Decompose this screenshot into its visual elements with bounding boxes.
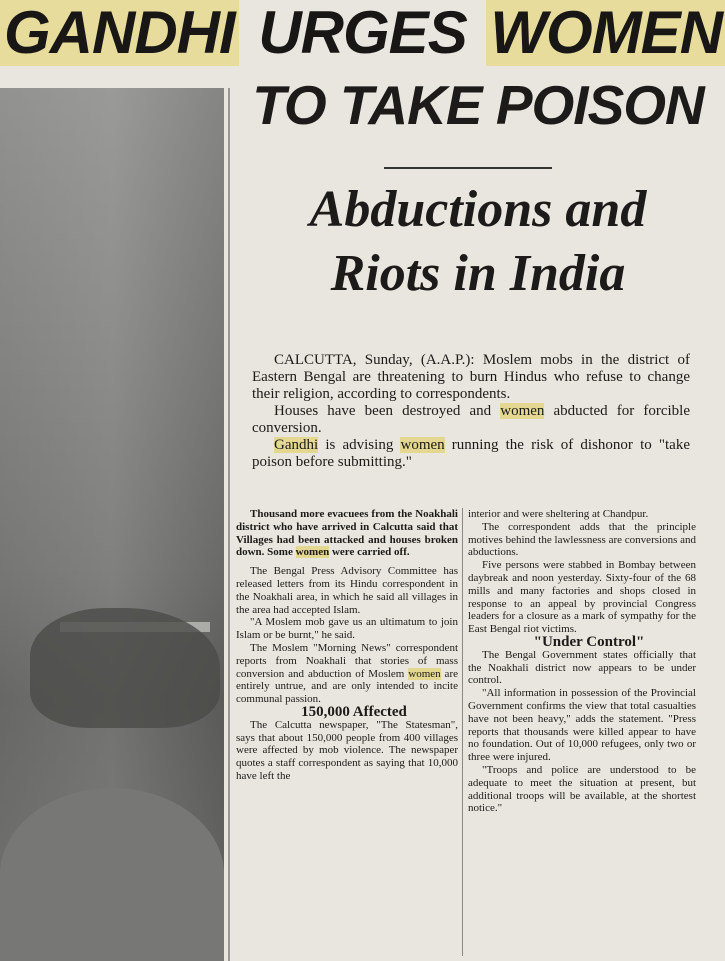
headline-line-2: TO TAKE POISON <box>252 74 704 136</box>
left-paragraph-3: "A Moslem mob gave us an ultimatum to join Islam or be burnt," he said. <box>236 616 458 642</box>
right-paragraph-5: "Troops and police are understood to be adequate to meet the situation at present, but additional troops will be available, at the shortest notice." <box>468 763 696 815</box>
headline-line-1 <box>0 0 725 78</box>
lead-p3-text-end: running the risk of dishonor to "take poison before submitting." <box>252 437 690 470</box>
left-p1-text-end: were carried off. <box>329 546 410 559</box>
right-subhead: "Under Control" <box>533 633 645 650</box>
right-paragraph-1: The correspondent adds that the principle motives behind the lawlessness are conversions and abductions. <box>468 520 696 559</box>
subheadline-line-2: Riots in India <box>330 245 626 302</box>
left-column <box>236 508 458 783</box>
lead-paragraph-3 <box>252 437 690 471</box>
subheadline <box>240 178 716 306</box>
lead-p2-text: Houses have been destroyed and <box>274 403 501 419</box>
right-paragraph-4: "All information in possession of the Provincial Government confirms the view that total casualties have not been heavy," adds the statement. "Press reports that thousands were killed appear to have no foundation. Out of 10,000 refugees, only two or three were injured. <box>468 687 696 764</box>
left-paragraph-1 <box>236 508 458 559</box>
headline-word-urges: URGES <box>258 0 467 66</box>
headline-divider <box>384 167 552 169</box>
column-separator <box>462 508 463 956</box>
photo-crowd <box>30 608 220 728</box>
left-subhead: 150,000 Affected <box>301 703 407 720</box>
column-rule <box>228 88 230 961</box>
lead-paragraphs <box>252 352 690 471</box>
headline-word-gandhi: GANDHI <box>0 0 239 66</box>
left-p4-highlight: women <box>408 667 441 680</box>
lead-paragraph-1: CALCUTTA, Sunday, (A.A.P.): Moslem mobs in the district of Eastern Bengal are threatening to burn Hindus who refuse to change their religion, according to correspondents. <box>252 352 690 402</box>
left-p4-text: The Moslem "Morning News" correspondent reports from Noakhali that stories of mass conversion and abduction of Moslem <box>236 641 458 680</box>
left-paragraph-5: The Calcutta newspaper, "The Statesman", says that about 150,000 people from 400 villages were affected by mob violence. The newspaper quotes a staff correspondent as saying that 10,000 have left the <box>236 718 458 782</box>
right-column <box>468 508 696 815</box>
left-p1-highlight: women <box>295 546 330 559</box>
lead-p3-highlight-women: women <box>400 437 445 453</box>
right-paragraph-2: Five persons were stabbed in Bombay between daybreak and noon yesterday. Sixty-four of the 68 mills and many factories and shops closed in response to an appeal by provincial Congress leaders for a closure as a mark of sympathy for the East Bengal riot victims. <box>468 559 696 636</box>
photo-foreground <box>0 788 224 961</box>
lead-p2-text-end: abducted for forcible conversion. <box>252 403 690 436</box>
left-paragraph-4 <box>236 642 458 706</box>
left-p4-text-end: are entirely untrue, and are only intended to incite communal passion. <box>236 667 458 706</box>
right-paragraph-0: interior and were sheltering at Chandpur. <box>468 508 649 520</box>
news-photo <box>0 88 224 961</box>
lead-p2-highlight: women <box>500 403 545 419</box>
subheadline-line-1: Abductions and <box>309 181 647 238</box>
left-p1-text: Thousand more evacuees from the Noakhali district who have arrived in Calcutta said that Villages had been attacked and houses broken down. Some <box>236 508 458 559</box>
right-paragraph-3: The Bengal Government states officially that the Noakhali district now appears to be under control. <box>468 648 696 687</box>
left-paragraph-2: The Bengal Press Advisory Committee has released letters from its Hindu correspondent in the Noakhali area, in which he said all villages in the area had accepted Islam. <box>236 565 458 616</box>
lead-p3-text: is advising <box>318 437 401 453</box>
lead-paragraph-2 <box>252 403 690 437</box>
headline-word-women: WOMEN <box>486 0 725 66</box>
lead-p3-highlight-gandhi: Gandhi <box>274 437 319 453</box>
